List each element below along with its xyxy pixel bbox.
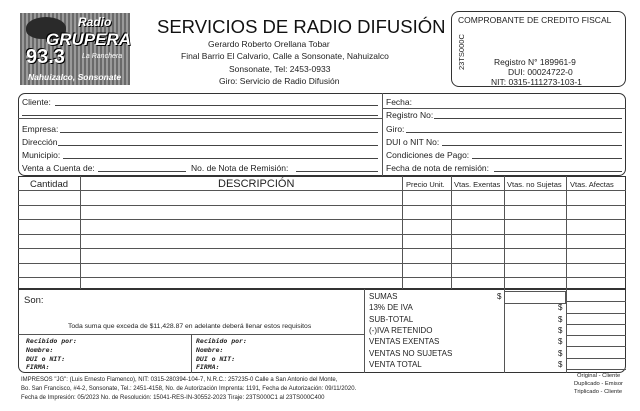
totals-label: SUB-TOTAL (369, 314, 414, 324)
printer-line-3: Fecha de Impresión: 05/2023 No. de Resolución: 15041-RES-IN-30552-2023 Tiraje: 23TS000C1 al 23TS000C400 (21, 395, 325, 401)
giro-field[interactable] (406, 132, 622, 133)
totals-currency: $ (497, 292, 502, 301)
fecha-label: Fecha: (386, 97, 412, 107)
printer-line-1: IMPRESOS "JG": (Luis Ernesto Flamenco), NIT: 0315-280394-104-7, N.R.C.: 257235-0 Calle a San Antonio del Monte, (21, 377, 338, 383)
footer-divider (364, 289, 365, 373)
logo-frequency: 93.3 (26, 46, 65, 68)
logo-name: GRUPERA (46, 30, 132, 49)
header-descripcion: DESCRIPCIÓN (218, 178, 295, 190)
col-line-5 (566, 176, 567, 289)
totals-currency: $ (558, 303, 563, 313)
totals-label: VENTA TOTAL (369, 359, 422, 369)
recibido2-nombre: Nombre: (196, 346, 224, 354)
requirements-note: Toda suma que exceda de $11,428.87 en adelante deberá llenar estos requisitos (68, 323, 312, 330)
printer-line-2: Bo. San Francisco, #4-2, Sonsonate, Tel.: 2451-4158, No. de Autorización Imprenta: 1191, Fecha de Autorización: 09/11/2020. (21, 386, 357, 392)
totals-value-field[interactable] (566, 336, 626, 347)
col-line-1 (80, 176, 81, 289)
direccion-field[interactable] (58, 145, 378, 146)
son-label: Son: (24, 295, 44, 306)
table-row-line (18, 234, 626, 235)
header-afectas: Vtas. Afectas (570, 180, 614, 189)
table-row-line (18, 205, 626, 206)
fiscal-registro: Registro N° 189961-9 (494, 57, 576, 67)
recibido-divider (191, 334, 192, 373)
header-precio: Precio Unit. (406, 180, 445, 189)
totals-currency: $ (558, 325, 563, 335)
totals-value-field[interactable] (566, 291, 626, 302)
totals-value-field[interactable] (566, 314, 626, 325)
recibido1-dui: DUI o NIT: (26, 355, 66, 363)
fiscal-code: 23TS000C (457, 34, 466, 70)
totals-label: VENTAS EXENTAS (369, 337, 440, 347)
cliente-label: Cliente: (22, 97, 51, 107)
logo-radio-text: Radio (78, 15, 112, 29)
table-row-line (18, 219, 626, 220)
nota-remision-label: No. de Nota de Remisión: (191, 163, 289, 173)
copy-triplicado: Triplicado - Cliente (574, 389, 623, 395)
col-line-3 (451, 176, 452, 289)
venta-cuenta-label: Venta a Cuenta de: (22, 163, 95, 173)
cliente-field[interactable] (55, 105, 378, 106)
copy-duplicado: Duplicado - Emisor (574, 381, 623, 387)
nota-remision-field[interactable] (296, 171, 378, 172)
municipio-field[interactable] (63, 158, 378, 159)
totals-value-field[interactable] (566, 302, 626, 313)
dui-nit-field[interactable] (442, 145, 622, 146)
header-exentas: Vtas. Exentas (454, 180, 501, 189)
table-row-line (18, 277, 626, 278)
owner-name: Gerardo Roberto Orellana Tobar (208, 39, 330, 49)
venta-cuenta-field[interactable] (98, 171, 186, 172)
direccion-label: Dirección (22, 137, 58, 147)
totals-value-field[interactable] (566, 325, 626, 336)
dui-nit-label: DUI o NIT No: (386, 137, 440, 147)
registro-label: Registro No: (386, 110, 434, 120)
page-title: SERVICIOS DE RADIO DIFUSIÓN (157, 16, 446, 37)
registro-field[interactable] (434, 118, 622, 119)
business-giro: Giro: Servicio de Radio Difusión (219, 76, 340, 86)
totals-value-field[interactable] (566, 359, 626, 370)
fiscal-nit: NIT: 0315-111273-103-1 (491, 77, 582, 87)
business-phone: Sonsonate, Tel: 2453-0933 (229, 64, 331, 74)
recibido2-firma: FIRMA: (196, 363, 220, 371)
client-divider (382, 93, 383, 176)
empresa-label: Empresa: (22, 124, 59, 134)
table-header-line (18, 190, 626, 191)
totals-currency: $ (558, 348, 563, 358)
giro-label: Giro: (386, 124, 405, 134)
client-row-line (18, 118, 382, 119)
totals-label: SUMAS (369, 292, 398, 301)
logo-tagline: La Ranchera (82, 53, 123, 60)
totals-currency: $ (558, 337, 563, 347)
empresa-field[interactable] (60, 132, 378, 133)
cliente-field-2[interactable] (22, 115, 378, 116)
fiscal-dui: DUI: 00024722-0 (508, 67, 573, 77)
header-no-sujetas: Vtas. no Sujetas (507, 180, 562, 189)
totals-currency: $ (558, 359, 563, 369)
condiciones-label: Condiciones de Pago: (386, 150, 470, 160)
recibido2-por: Recibido por: (196, 337, 247, 345)
totals-currency: $ (558, 314, 563, 324)
fiscal-title: COMPROBANTE DE CREDITO FISCAL (458, 15, 612, 25)
col-line-2 (402, 176, 403, 289)
right-row-line (382, 108, 626, 109)
recibido1-firma: FIRMA: (26, 363, 50, 371)
municipio-label: Municipio: (22, 150, 61, 160)
items-table (18, 176, 626, 289)
header-cantidad: Cantidad (30, 179, 69, 190)
recibido1-nombre: Nombre: (26, 346, 54, 354)
table-row-line (18, 248, 626, 249)
table-row-line (18, 263, 626, 264)
totals-label: (-)IVA RETENIDO (369, 325, 433, 335)
recibido2-dui: DUI o NIT: (196, 355, 236, 363)
col-line-4 (504, 176, 505, 289)
recibido1-por: Recibido por: (26, 337, 77, 345)
logo-location: Nahuizalco, Sonsonate (28, 72, 122, 82)
sumas-value-field[interactable] (504, 291, 566, 304)
business-address: Final Barrio El Calvario, Calle a Sonsonate, Nahuizalco (181, 51, 389, 61)
totals-label: VENTAS NO SUJETAS (369, 348, 453, 358)
condiciones-field[interactable] (472, 158, 622, 159)
fecha-nota-field[interactable] (494, 171, 622, 172)
radio-logo (20, 13, 130, 85)
totals-value-field[interactable] (566, 348, 626, 359)
copy-original: Original - Cliente (577, 373, 621, 379)
fecha-nota-label: Fecha de nota de remisión: (386, 163, 490, 173)
totals-label: 13% DE IVA (369, 303, 413, 313)
